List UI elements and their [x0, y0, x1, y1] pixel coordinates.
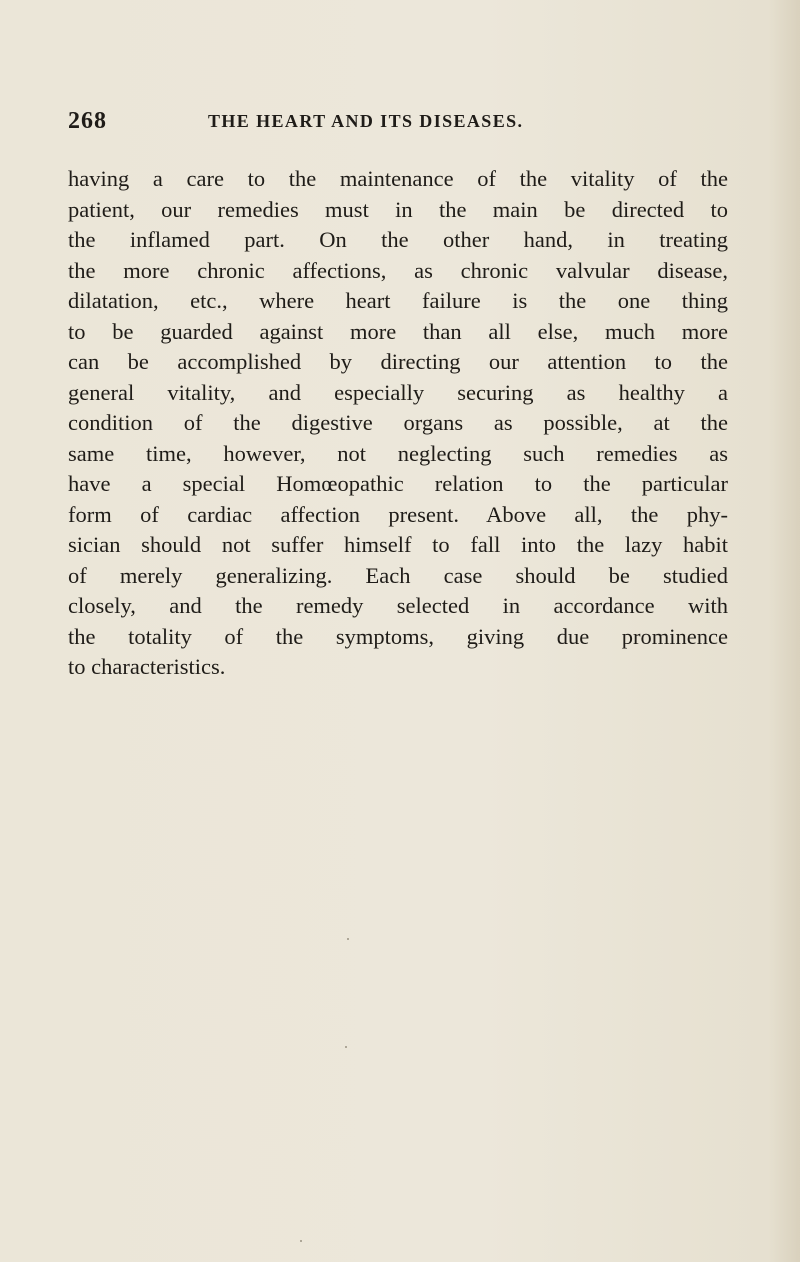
text-line: condition of the digestive organs as possible, at the [68, 410, 728, 435]
paper-speck [300, 1240, 302, 1242]
text-line: having a care to the maintenance of the vitality of the [68, 166, 728, 191]
running-head: THE HEART AND ITS DISEASES. [208, 111, 524, 131]
text-line: to characteristics. [68, 654, 226, 679]
page-number: 268 [68, 108, 107, 134]
text-line: the more chronic affections, as chronic valvular disease, [68, 257, 728, 283]
text-line: patient, our remedies must in the main be directed to [68, 196, 728, 222]
text-line: sician should not suffer himself to fall into the lazy habit [68, 532, 728, 557]
text-line: to be guarded against more than all else, much more [68, 318, 728, 344]
text-line: same time, however, not neglecting such remedies as [68, 440, 728, 466]
paper-speck [345, 1046, 347, 1048]
text-line: the totality of the symptoms, giving due prominence [68, 623, 728, 649]
paper-speck [347, 938, 349, 940]
text-line: closely, and the remedy selected in accordance with [68, 593, 728, 618]
text-line: general vitality, and especially securing as healthy a [68, 379, 728, 405]
text-line: the inflamed part. On the other hand, in treating [68, 227, 728, 252]
text-line: dilatation, etc., where heart failure is the one thing [68, 288, 728, 313]
page-header [68, 108, 728, 138]
body-paragraph [68, 164, 728, 683]
text-line: can be accomplished by directing our attention to the [68, 349, 728, 374]
text-line: of merely generalizing. Each case should be studied [68, 562, 728, 588]
text-line: have a special Homœopathic relation to the particular [68, 471, 728, 496]
text-line: form of cardiac affection present. Above all, the phy- [68, 501, 728, 527]
